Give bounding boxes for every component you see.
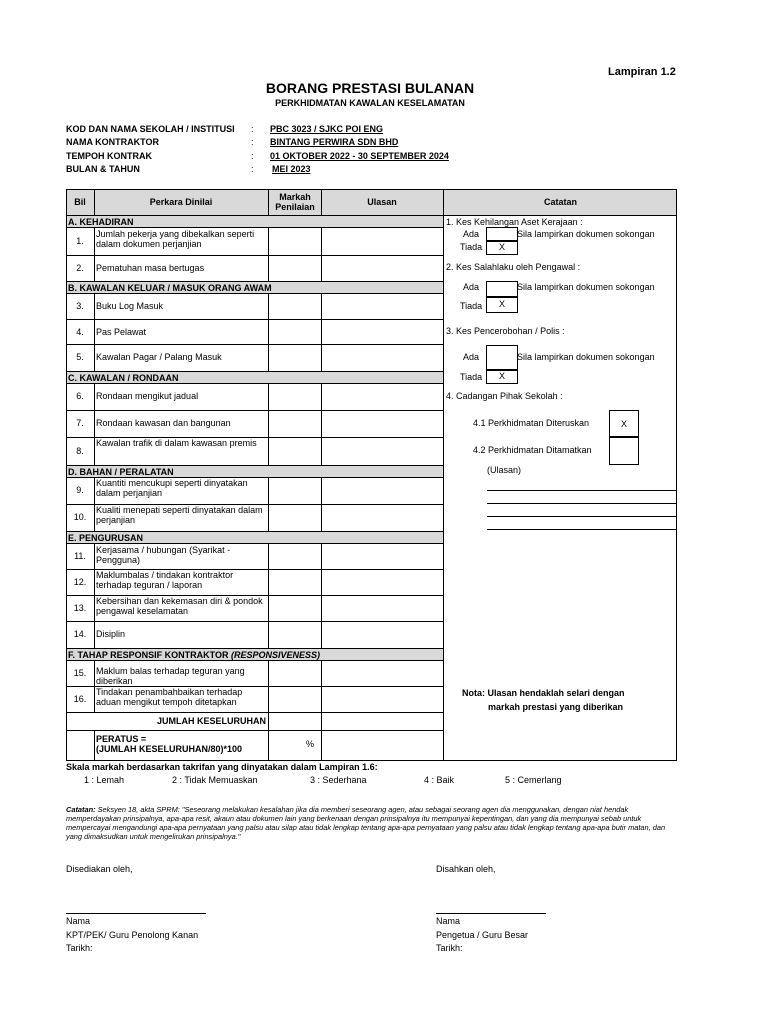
info-value-contractor: BINTANG PERWIRA SDN BHD <box>270 137 399 147</box>
ulasan-line[interactable] <box>487 503 677 504</box>
item-text: Rondaan mengikut jadual <box>96 391 199 401</box>
info-sep: : <box>251 151 254 161</box>
item-number: 3. <box>76 301 84 311</box>
item-number: 15. <box>73 668 87 678</box>
signature-line-right[interactable] <box>436 913 546 914</box>
ada-label: Ada <box>463 352 480 362</box>
ulasan-line[interactable] <box>487 516 677 517</box>
info-label-contractor: NAMA KONTRAKTOR <box>66 137 159 147</box>
header-markah: Markah Penilaian <box>275 192 315 212</box>
item-text: Kawalan Pagar / Palang Masuk <box>96 352 222 362</box>
ulasan-line[interactable] <box>487 490 677 491</box>
section-a: A. KEHADIRAN <box>68 217 134 227</box>
item-text: Kawalan trafik di dalam kawasan premis <box>96 438 257 448</box>
skala-title: Skala markah berdasarkan takrifan yang dinyatakan dalam Lampiran 1.6: <box>66 762 378 772</box>
header-bil: Bil <box>74 197 86 207</box>
ada-label: Ada <box>463 282 480 292</box>
item-text: Rondaan kawasan dan bangunan <box>96 418 231 428</box>
tiada-box-2[interactable]: X <box>486 296 518 313</box>
item-number: 5. <box>76 352 84 362</box>
right-role: Pengetua / Guru Besar <box>436 930 529 940</box>
ada-box-3[interactable] <box>486 345 518 371</box>
info-value-period: 01 OKTOBER 2022 - 30 SEPTEMBER 2024 <box>270 151 449 161</box>
info-sep: : <box>251 124 254 134</box>
catatan-k1: 1. Kes Kehilangan Aset Kerajaan : <box>446 217 583 227</box>
item-text: Kualiti menepati seperti dinyatakan dalam perjanjian <box>96 505 263 525</box>
percent-sign: % <box>305 739 314 749</box>
left-role: KPT/PEK/ Guru Penolong Kanan <box>66 930 199 940</box>
right-nama: Nama <box>436 916 461 926</box>
item-number: 4. <box>76 327 84 337</box>
info-label-month: BULAN & TAHUN <box>66 164 140 174</box>
info-value-month: MEI 2023 <box>272 164 311 174</box>
item-text: Maklumbalas / tindakan kontraktor terhadap teguran / laporan <box>96 570 234 590</box>
section-f: F. TAHAP RESPONSIF KONTRAKTOR (RESPONSIVENESS) <box>68 650 321 660</box>
skala-2: 2 : Tidak Memuaskan <box>172 775 258 785</box>
section-b: B. KAWALAN KELUAR / MASUK ORANG AWAM <box>68 283 272 293</box>
peratus-label-2: (JUMLAH KESELURUHAN/80)*100 <box>96 744 243 754</box>
left-tarikh: Tarikh: <box>66 943 93 953</box>
item-number: 12. <box>73 577 87 587</box>
tiada-label: Tiada <box>460 301 483 311</box>
sprm-note-label: Catatan: <box>66 805 96 814</box>
item-number: 9. <box>76 485 84 495</box>
item-number: 2. <box>76 263 84 273</box>
form-subtitle: PERKHIDMATAN KAWALAN KESELAMATAN <box>275 98 465 108</box>
sprm-note <box>66 805 678 841</box>
tiada-label: Tiada <box>460 372 483 382</box>
right-tarikh: Tarikh: <box>436 943 463 953</box>
ulasan-line[interactable] <box>487 529 677 530</box>
catatan-k4: 4. Cadangan Pihak Sekolah : <box>446 391 563 401</box>
ditamatkan-box[interactable] <box>609 436 639 465</box>
item-number: 13. <box>73 603 87 613</box>
sila-note: Sila lampirkan dokumen sokongan <box>517 282 655 292</box>
header-ulasan: Ulasan <box>367 197 397 207</box>
tiada-box-3[interactable]: X <box>486 369 518 384</box>
signature-line-left[interactable] <box>66 913 206 914</box>
diteruskan-box[interactable]: X <box>609 410 639 438</box>
item-text: Disiplin <box>96 629 126 639</box>
item-number: 7. <box>76 418 84 428</box>
appendix-label: Lampiran 1.2 <box>608 66 676 78</box>
item-number: 6. <box>76 391 84 401</box>
item-text: Pas Pelawat <box>96 327 147 337</box>
tiada-label: Tiada <box>460 242 483 252</box>
item-number: 10. <box>73 512 87 522</box>
item-number: 11. <box>74 551 86 561</box>
item-text: Pematuhan masa bertugas <box>96 263 205 273</box>
sila-note: Sila lampirkan dokumen sokongan <box>517 352 655 362</box>
info-label-school: KOD DAN NAMA SEKOLAH / INSTITUSI <box>66 124 235 134</box>
header-perkara: Perkara Dinilai <box>149 197 213 207</box>
sprm-note-text: Seksyen 18, akta SPRM: "Seseorang melakukan kesalahan jika dia memberi seseorang agen, atau sebagai seorang agen dia menggunakan, dengan niat hendak memperdayakan prinsipalnya, apa-apa resit, akaun atau dokumen lain yang berkenaan dengan prinsipalnya itu mempunyai kepentingan, dan yang dia mempunyai sebab untuk mempercayai mengandungi apa-apa pernyataan yang palsu atau silap atau tidak lengkap tentang apa-apa pernyataan yang palsu atau tidak lengkap tentang apa-apa butir matan, dan yang dimaksudkan untuk mengelirukan prinsipalnya." <box>66 805 666 841</box>
option-ditamatkan: 4.2 Perkhidmatan Ditamatkan <box>473 445 592 455</box>
peratus-label-1: PERATUS = <box>96 734 147 744</box>
sila-note: Sila lampirkan dokumen sokongan <box>517 229 655 239</box>
section-c: C. KAWALAN / RONDAAN <box>68 373 179 383</box>
skala-4: 4 : Baik <box>424 775 455 785</box>
header-catatan: Catatan <box>543 197 577 207</box>
item-number: 16. <box>73 694 87 704</box>
catatan-k3: 3. Kes Pencerobohan / Polis : <box>446 326 565 336</box>
item-text: Kebersihan dan kekemasan diri & pondok pengawal keselamatan <box>96 596 263 616</box>
nota-line-1: Nota: Ulasan hendaklah selari dengan <box>462 688 625 698</box>
total-label: JUMLAH KESELURUHAN <box>156 716 266 726</box>
tiada-box-1[interactable]: X <box>486 240 518 255</box>
info-sep: : <box>251 164 254 174</box>
prepared-by: Disediakan oleh, <box>66 864 133 874</box>
info-value-school: PBC 3023 / SJKC POI ENG <box>270 124 384 134</box>
catatan-k2: 2. Kes Salahlaku oleh Pengawal : <box>446 262 581 272</box>
info-sep: : <box>251 137 254 147</box>
skala-5: 5 : Cemerlang <box>505 775 562 785</box>
option-diteruskan: 4.1 Perkhidmatan Diteruskan <box>473 418 590 428</box>
section-d: D. BAHAN / PERALATAN <box>68 467 174 477</box>
form-title: BORANG PRESTASI BULANAN <box>265 80 475 96</box>
ada-label: Ada <box>463 229 480 239</box>
item-text: Maklum balas terhadap teguran yang diberikan <box>96 666 245 686</box>
item-text: Kuantiti mencukupi seperti dinyatakan dalam perjanjian <box>96 478 248 498</box>
left-nama: Nama <box>66 916 91 926</box>
nota-line-2: markah prestasi yang diberikan <box>488 702 624 712</box>
ulasan-label: (Ulasan) <box>487 465 522 475</box>
item-text: Jumlah pekerja yang dibekalkan seperti dalam dokumen perjanjian <box>96 229 255 249</box>
item-text: Buku Log Masuk <box>96 301 164 311</box>
evaluation-table <box>66 189 677 761</box>
info-label-period: TEMPOH KONTRAK <box>66 151 152 161</box>
skala-3: 3 : Sederhana <box>310 775 367 785</box>
item-number: 8. <box>76 446 84 456</box>
section-e: E. PENGURUSAN <box>68 533 144 543</box>
skala-1: 1 : Lemah <box>84 775 125 785</box>
item-text: Tindakan penambahbaikan terhadap aduan mengikut tempoh ditetapkan <box>96 687 243 707</box>
item-number: 1. <box>76 236 84 246</box>
approved-by: Disahkan oleh, <box>436 864 496 874</box>
item-number: 14. <box>73 629 87 639</box>
item-text: Kerjasama / hubungan (Syarikat - Pengguna) <box>96 545 231 565</box>
